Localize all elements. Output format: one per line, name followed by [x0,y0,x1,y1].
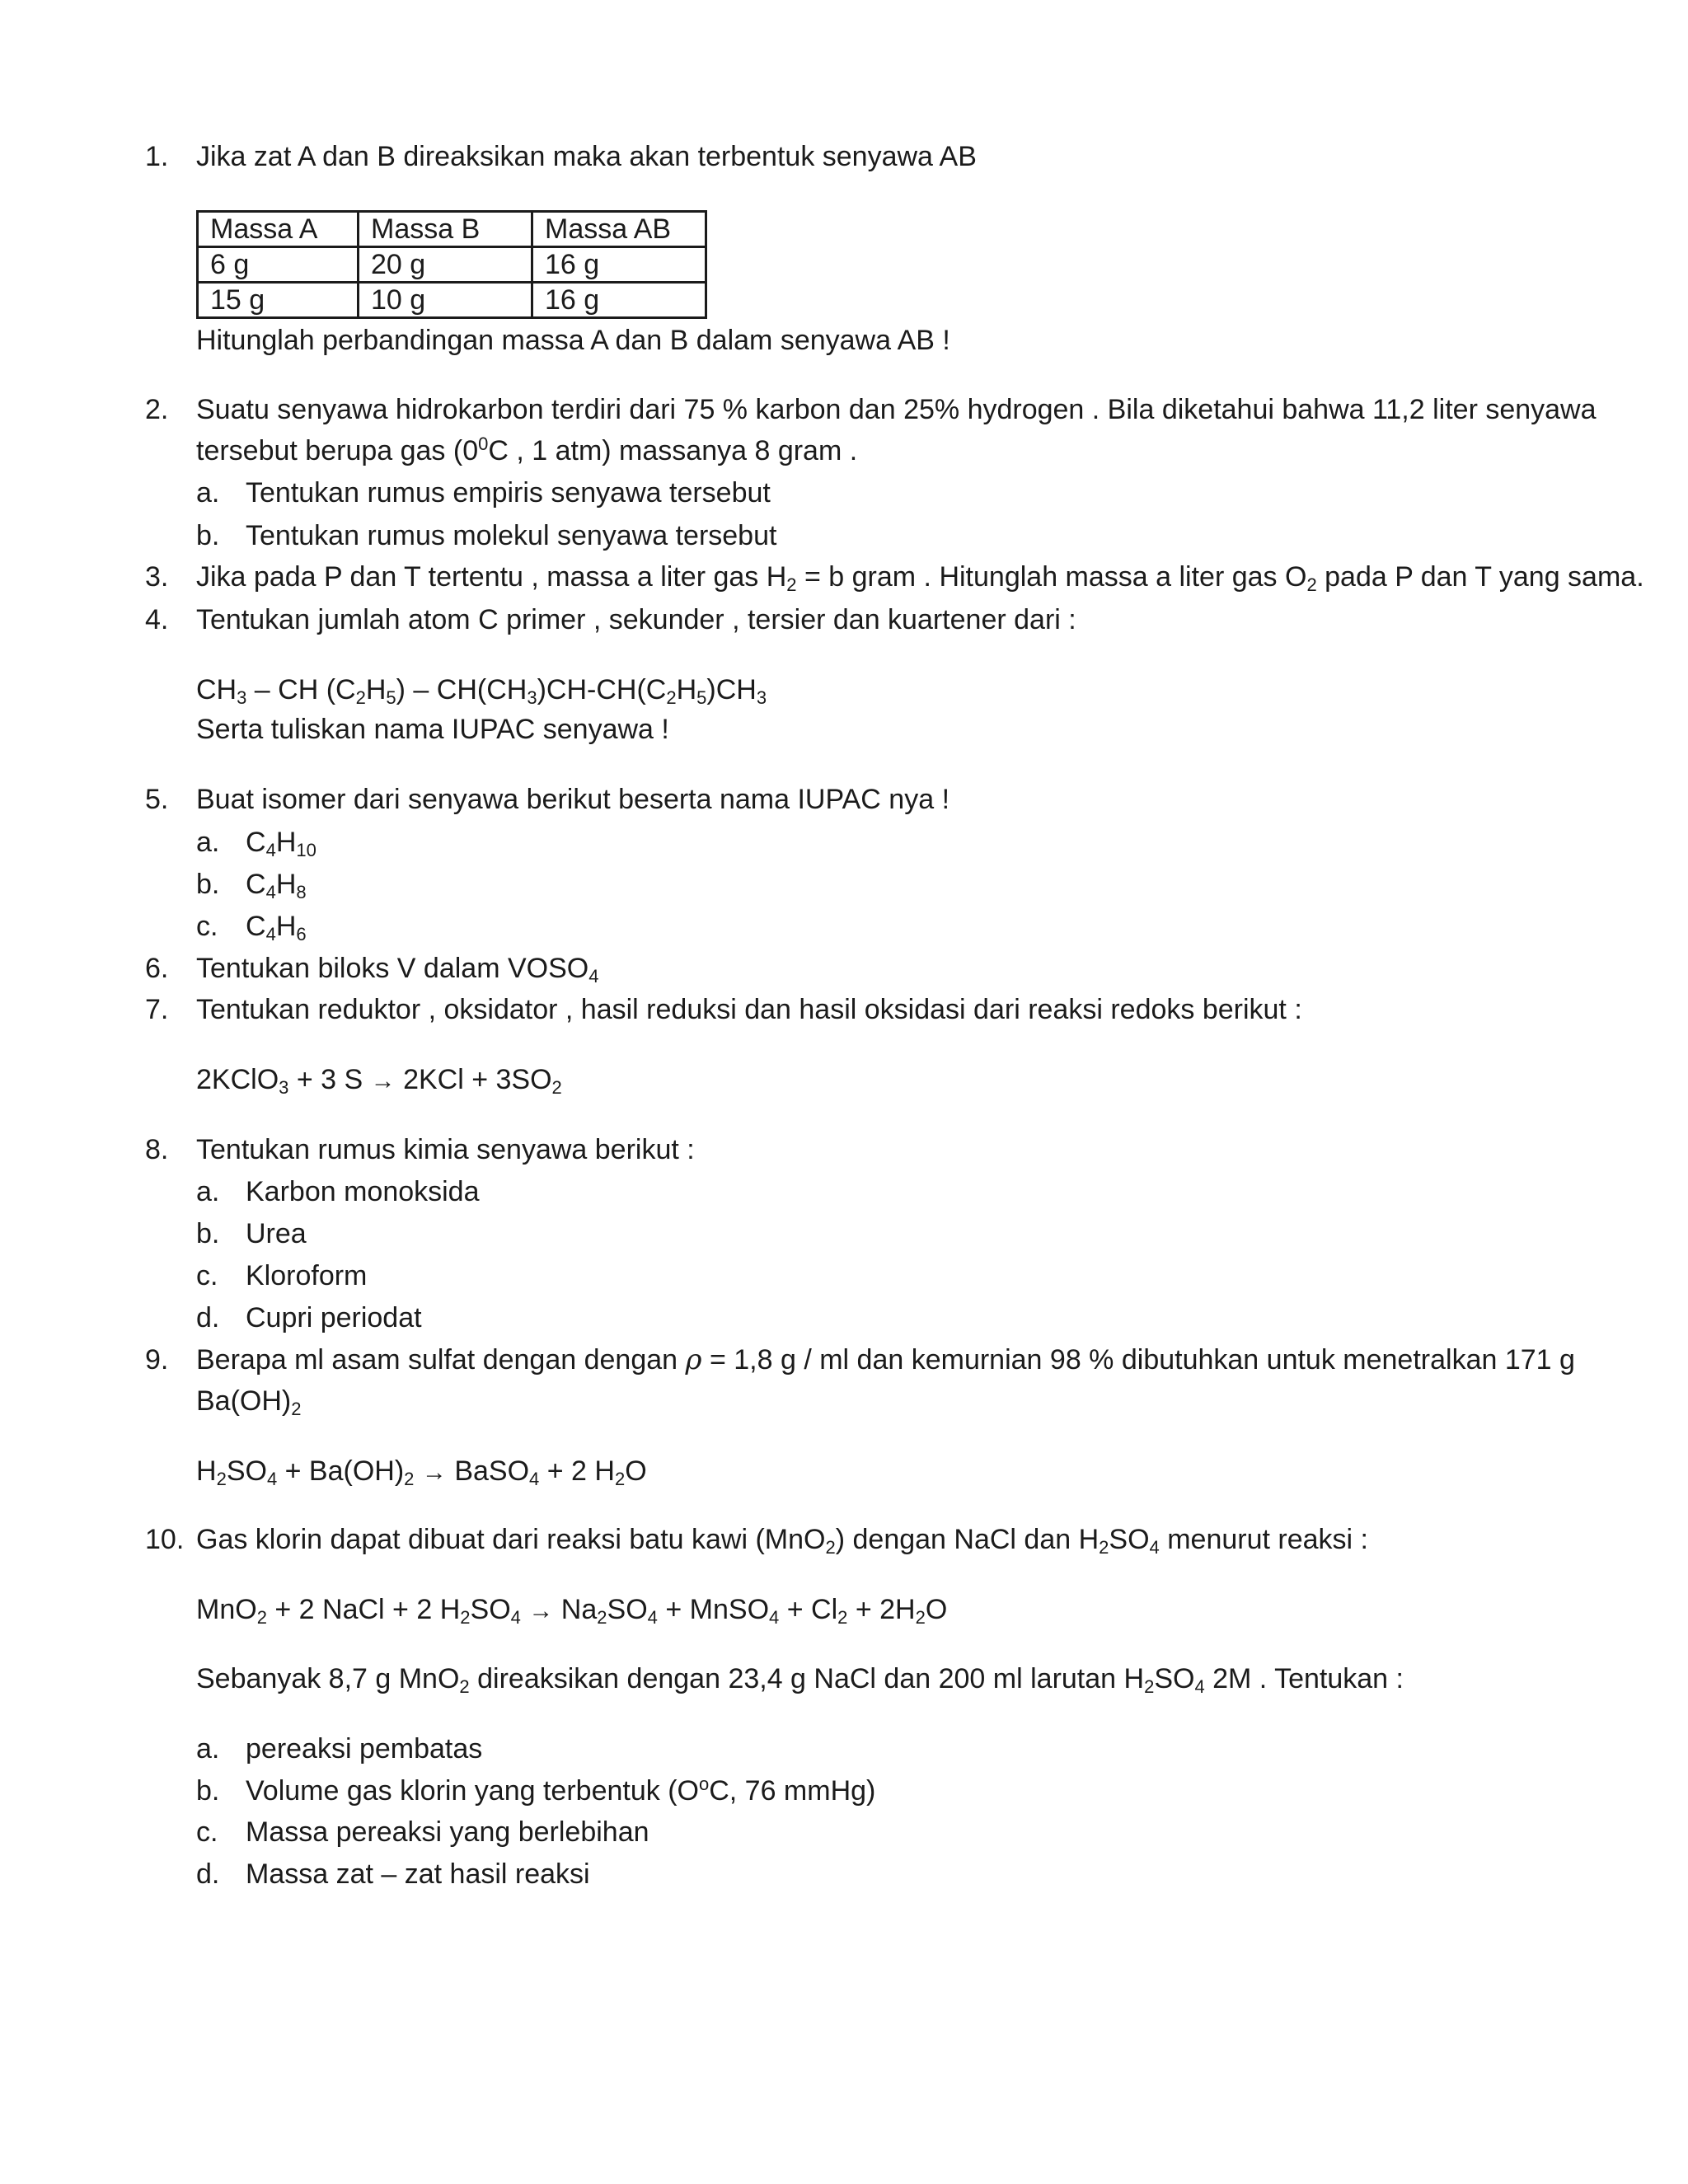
table-header: Massa A [198,212,359,247]
table-cell: 10 g [359,283,532,318]
table-row [198,283,706,318]
sub-item-text: Tentukan rumus empiris senyawa tersebut [246,477,771,509]
question-text: Tentukan biloks V dalam $VOSO_4$ [196,953,599,987]
sub-item-label: a. [196,1733,220,1765]
question-text: Jika zat A dan B direaksikan maka akan terbentuk senyawa AB [196,141,977,172]
sub-item-label: b. [196,520,220,551]
formula-text: $C_4H_6$ [246,911,307,944]
sub-item-label: c. [196,1816,218,1848]
table-cell: 20 g [359,247,532,283]
arrow-icon: → [421,1459,447,1486]
sub-item-label: a. [196,827,220,858]
question-number: 8. [145,1134,169,1165]
sub-item-label: d. [196,1302,220,1333]
question-number: 2. [145,394,169,425]
sub-item-text: Urea [246,1218,307,1249]
sub-item-text: Tentukan rumus molekul senyawa tersebut [246,520,777,551]
sub-item-label: d. [196,1858,220,1890]
question-text: Buat isomer dari senyawa berikut beserta nama IUPAC nya ! [196,784,950,815]
question-number: 9. [145,1344,169,1376]
sub-item-text: Karbon monoksida [246,1176,480,1207]
question-text: Suatu senyawa hidrokarbon terdiri dari 75 % karbon dan 25% hydrogen . Bila diketahui bahwa 11,2 liter senyawa [196,394,1597,425]
formula-text: $C_4H_{10}$ [246,827,316,860]
question-number: 1. [145,141,169,172]
table-row [198,247,706,283]
sub-item-text: Cupri periodat [246,1302,422,1333]
arrow-icon: → [528,1597,554,1624]
table-header: Massa AB [532,212,706,247]
sub-item-text: Volume gas klorin yang terbentuk ($O^oC$, 76 mmHg) [246,1774,876,1807]
formula-text: 2KClO$_3$ + 3 $S \to 2KCl + 3SO_2$ [196,1064,562,1098]
sub-item-text: Massa pereaksi yang berlebihan [246,1816,649,1848]
table-cell: 15 g [198,283,359,318]
formula-text: $Ba(OH)_2$ [196,1385,302,1419]
formula-text: $CH_3$ – CH $(C_2H_5) - CH(CH_3)CH-CH(C_2H_5)CH_3$ [196,674,767,708]
question-text: Serta tuliskan nama IUPAC senyawa ! [196,714,669,745]
question-text: Berapa ml asam sulfat dengan dengan ρ = 1,8 g / ml dan kemurnian 98 % dibutuhkan untuk menetralkan 171 g [196,1343,1575,1376]
question-number: 5. [145,784,169,815]
sub-item-text: Massa zat – zat hasil reaksi [246,1858,590,1890]
mass-table [196,210,707,319]
formula-text: $H_2SO_4 + Ba(OH)_2$ → BaSO$_4$ + 2 $H_2O$ [196,1455,647,1489]
formula-text: $C_4H_8$ [246,869,307,902]
question-number: 3. [145,561,169,593]
sub-item-label: c. [196,911,218,942]
question-text: Hitunglah perbandingan massa A dan B dalam senyawa AB ! [196,325,950,356]
sub-item-label: b. [196,869,220,900]
question-text: Sebanyak 8,7 g MnO$_2$ direaksikan dengan 23,4 g NaCl dan 200 ml larutan $H_2SO_4$ 2M . Tentukan : [196,1663,1404,1697]
sub-item-label: a. [196,477,220,509]
question-text: tersebut berupa gas ($0^0C$ , 1 atm) massanya 8 gram . [196,434,858,466]
sub-item-label: b. [196,1775,220,1807]
question-text: Tentukan reduktor , oksidator , hasil reduksi dan hasil oksidasi dari reaksi redoks berikut : [196,994,1302,1025]
question-number: 10. [145,1524,185,1555]
question-text: Gas klorin dapat dibuat dari reaksi batu kawi (MnO$_2$) dengan NaCl dan $H_2SO_4$ menurut reaksi : [196,1524,1368,1558]
arrow-icon: → [370,1067,396,1094]
sub-item-text: Kloroform [246,1260,368,1291]
table-cell: 16 g [532,247,706,283]
question-text: Jika pada P dan T tertentu , massa a liter gas $H_2 = b$ gram . Hitunglah massa a liter gas $O_2$ pada P dan T yang sama. [196,561,1644,595]
question-text: Tentukan jumlah atom C primer , sekunder , tersier dan kuartener dari : [196,604,1076,635]
question-number: 4. [145,604,169,635]
table-header-row [198,212,706,247]
sub-item-label: c. [196,1260,218,1291]
question-number: 7. [145,994,169,1025]
formula-text: MnO$_2$ + 2 NaCl + 2 $H_2SO_4 \to Na_2SO_4$ + MnSO$_4$ + $Cl_2 + 2H_2O$ [196,1594,948,1628]
sub-item-label: a. [196,1176,220,1207]
sub-item-text: pereaksi pembatas [246,1733,483,1765]
table-cell: 16 g [532,283,706,318]
table-header: Massa B [359,212,532,247]
question-text: Tentukan rumus kimia senyawa berikut : [196,1134,695,1165]
question-number: 6. [145,953,169,984]
sub-item-label: b. [196,1218,220,1249]
table-cell: 6 g [198,247,359,283]
